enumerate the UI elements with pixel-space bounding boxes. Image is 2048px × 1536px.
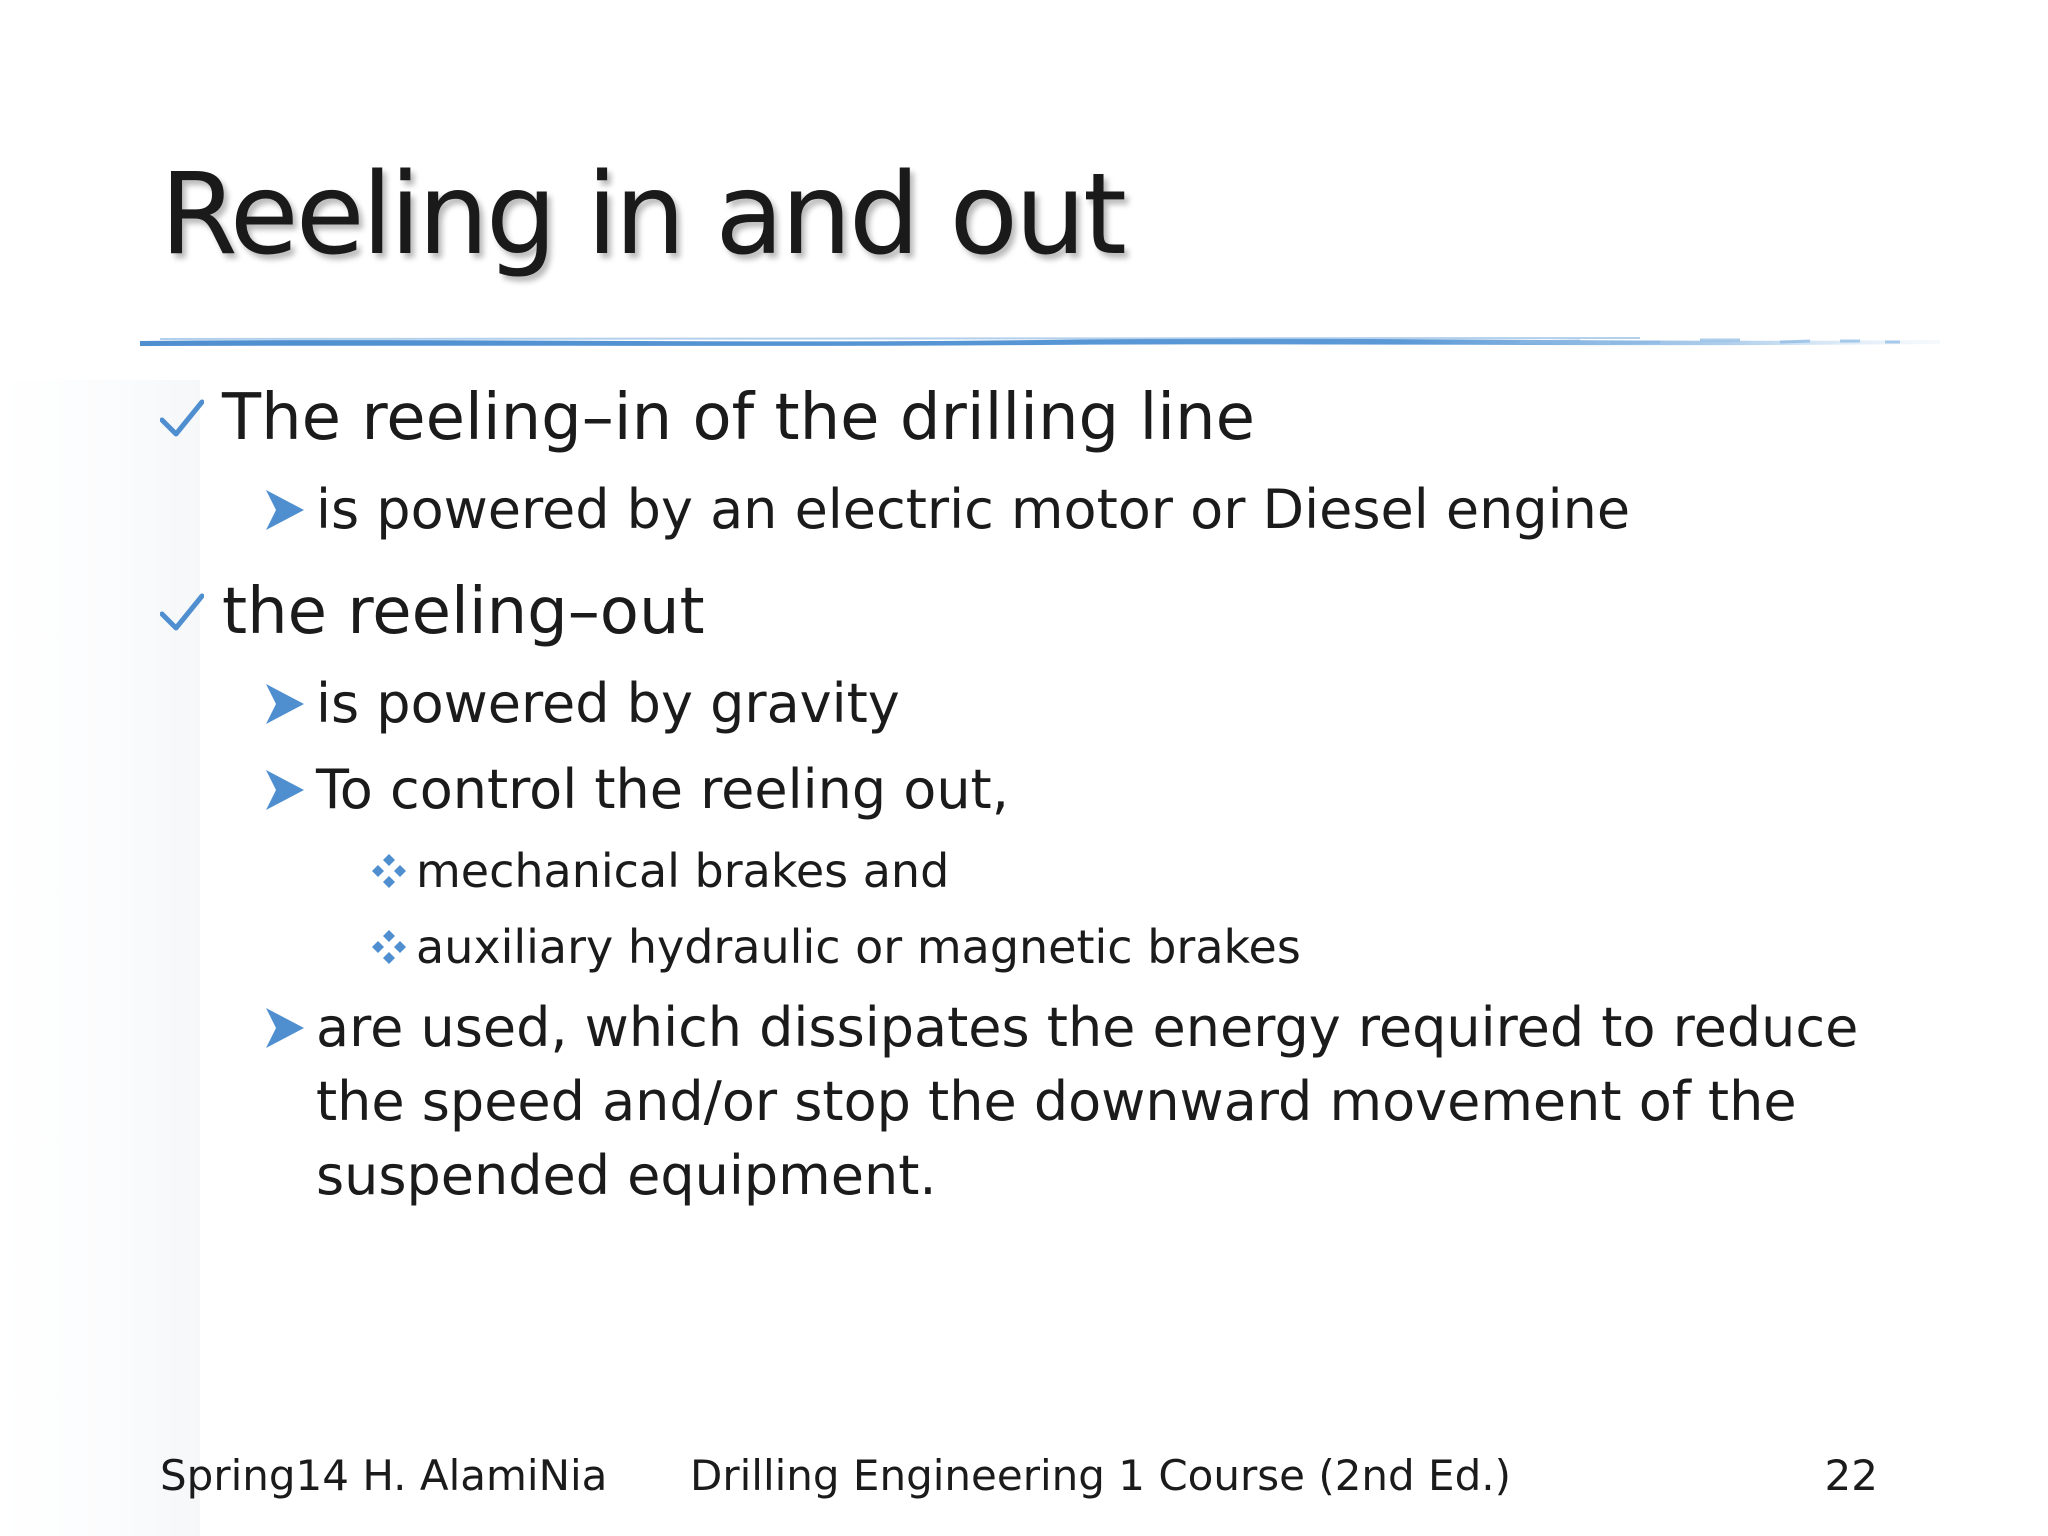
footer-course: Drilling Engineering 1 Course (2nd Ed.): [690, 1451, 1511, 1500]
bullet-text: To control the reeling out,: [316, 758, 1009, 821]
bullet-item: [264, 667, 1920, 741]
footer-author: Spring14 H. AlamiNia: [160, 1451, 608, 1500]
bullet-item: [160, 569, 1920, 655]
page-number: 22: [1824, 1451, 1878, 1500]
bullet-text: auxiliary hydraulic or magnetic brakes: [416, 920, 1301, 974]
bullet-text: is powered by gravity: [316, 672, 900, 735]
arrow-icon: [264, 753, 316, 827]
bullet-item: [160, 375, 1920, 461]
bullet-text: mechanical brakes and: [416, 844, 950, 898]
bullet-item: [370, 915, 1920, 979]
check-icon: [160, 375, 222, 461]
bullet-text: are used, which dissipates the energy required to reduce the speed and/or stop the downward movement of the suspended equipment.: [316, 996, 1859, 1207]
bullet-text: The reeling–in of the drilling line: [222, 381, 1255, 455]
arrow-icon: [264, 473, 316, 547]
bullet-list: [160, 375, 1920, 1213]
bullet-text: the reeling–out: [222, 575, 705, 649]
title-underline: [140, 330, 1940, 352]
check-icon: [160, 569, 222, 655]
arrow-icon: [264, 667, 316, 741]
bullet-item: [264, 473, 1920, 547]
diamond-icon: [370, 839, 416, 903]
arrow-icon: [264, 991, 316, 1065]
slide-title: Reeling in and out: [160, 150, 1124, 280]
bullet-item: [264, 991, 1920, 1213]
diamond-icon: [370, 915, 416, 979]
bullet-item: [370, 839, 1920, 903]
bullet-item: [264, 753, 1920, 827]
bullet-text: is powered by an electric motor or Diesel engine: [316, 478, 1631, 541]
